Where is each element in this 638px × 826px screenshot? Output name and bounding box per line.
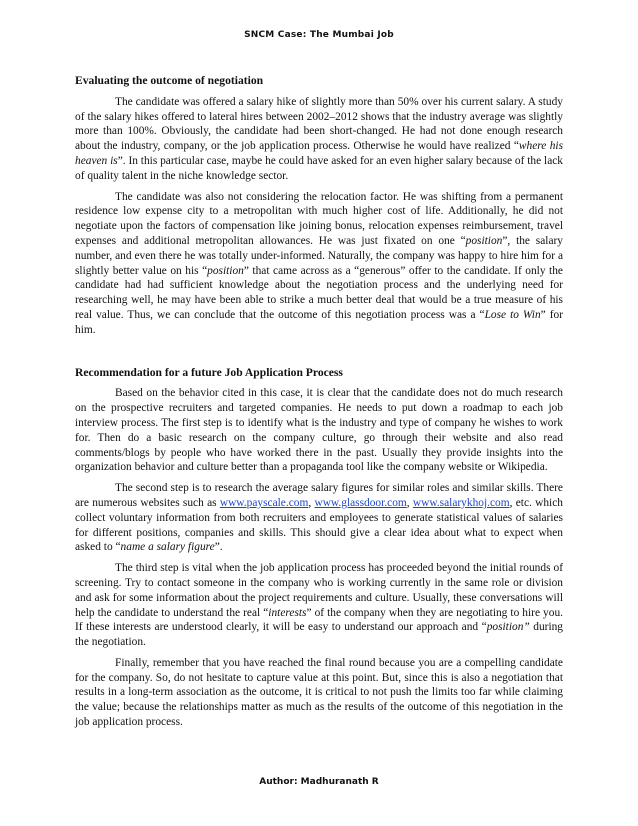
glassdoor-link[interactable]: www.glassdoor.com [314,496,407,509]
emphasis-text: Lose to Win [484,308,541,321]
emphasis-text: name a salary figure [120,541,215,554]
section-heading-recommendation: Recommendation for a future Job Application Process [75,365,343,379]
paragraph-text: during the negotiation. [75,621,563,649]
section-heading-evaluating: Evaluating the outcome of negotiation [75,74,264,87]
separator-text: , [406,496,413,509]
paragraph-text: ” that came across as a “generous” offer to the candidate. If only the candidate had had sufficient knowledge about the negotiation process and the underlying need for researching well, he may have been able to strike a much better deal that would be a true measure of his real value. Thus, we can conclude that the outcome of this negotiation process was a “ [75,264,563,321]
running-header: SNCM Case: The Mumbai Job [244,30,394,40]
paragraph: Based on the behavior cited in this case, it is clear that the candidate does not do much research on the prospective recruiters and targeted companies. He needs to put down a roadmap to each job interview process. The first step is to identify what is the industry and type of company he wishes to work for. Then do a basic research on the company culture, go through their website and also read comments/blogs by people who have worked there in the past. Usually they provide insights into the organization behavior and culture better than a propaganda tool like the company website or Wikipedia. [75,387,563,474]
emphasis-text: interests [268,606,307,619]
paragraph-text: ”. [214,541,223,554]
document-body [75,74,563,736]
paragraph-text: The candidate was also not considering the relocation factor. He was shifting from a permanent residence low expense city to a metropolitan with much higher cost of life. Additionally, he did not negotiate upon the factors of compensation like joining bonus, relocation expenses reimbursement, travel expenses and additional metropolitan allowances. He was just fixated on one “ [75,190,563,247]
paragraph [75,95,563,184]
paragraph-text: ”. In this particular case, maybe he could have asked for an even higher salary because of the lack of quality talent in the niche knowledge sector. [75,154,564,182]
section-spacer [75,344,563,366]
emphasis-text: position [207,264,244,277]
paragraph-text: ”, the salary number, and even there he was totally under-informed. Naturally, the company was happy to hire him for a slightly better value on his “ [75,234,563,277]
paragraph: Finally, remember that you have reached the final round because you are a compelling candidate for the company. So, do not hesitate to capture value at this point. But, since this is also a negotiation that results in a long-term association as the outcome, it is critical to not push the limits too far while claiming the value; because the relationships matter as much as the results of the outcome of this negotiation in the job application process. [75,656,563,729]
payscale-link[interactable]: www.payscale.com [219,496,309,509]
paragraph [75,190,563,338]
paragraph [75,481,563,555]
paragraph-text: ” for him. [75,308,563,336]
paragraph [75,561,563,650]
paragraph-text: The second step is to research the average salary figures for similar roles and similar skills. There are numerous websites such as [75,482,563,509]
running-footer: Author: Madhuranath R [259,777,379,787]
separator-text: , [308,496,315,509]
paragraph-text: The candidate was offered a salary hike of slightly more than 50% over his current salary. A study of the salary hikes offered to lateral hires between 2002–2012 shows that the industry average was slightly more than 100%. Obviously, the candidate had been short-changed. He had not done enough research about the industry, company, or the job application process. Otherwise he would have realized “ [75,95,563,153]
paragraph-text: ” of the company when they are negotiating to hire you. If these interests are understood clearly, it will be easy to understand our approach and “ [75,606,563,634]
paragraph-text: , etc. which collect voluntary information from both recruiters and employees to generate statistical values of salaries for different positions, companies and skills. This should give a clear idea about what to expect when asked to “ [75,496,563,554]
salarykhoj-link[interactable]: www.salarykhoj.com [412,496,510,509]
emphasis-text: where his heaven is [75,140,563,167]
emphasis-text: position [465,234,503,247]
emphasis-text: position” [486,621,530,634]
paragraph-text: The third step is vital when the job application process has proceeded beyond the initial rounds of screening. Try to contact someone in the company who is working currently in the same role or division and ask for some information about the project requirements and culture. Usually, these conversations will help the candidate to understand the real “ [75,562,563,619]
